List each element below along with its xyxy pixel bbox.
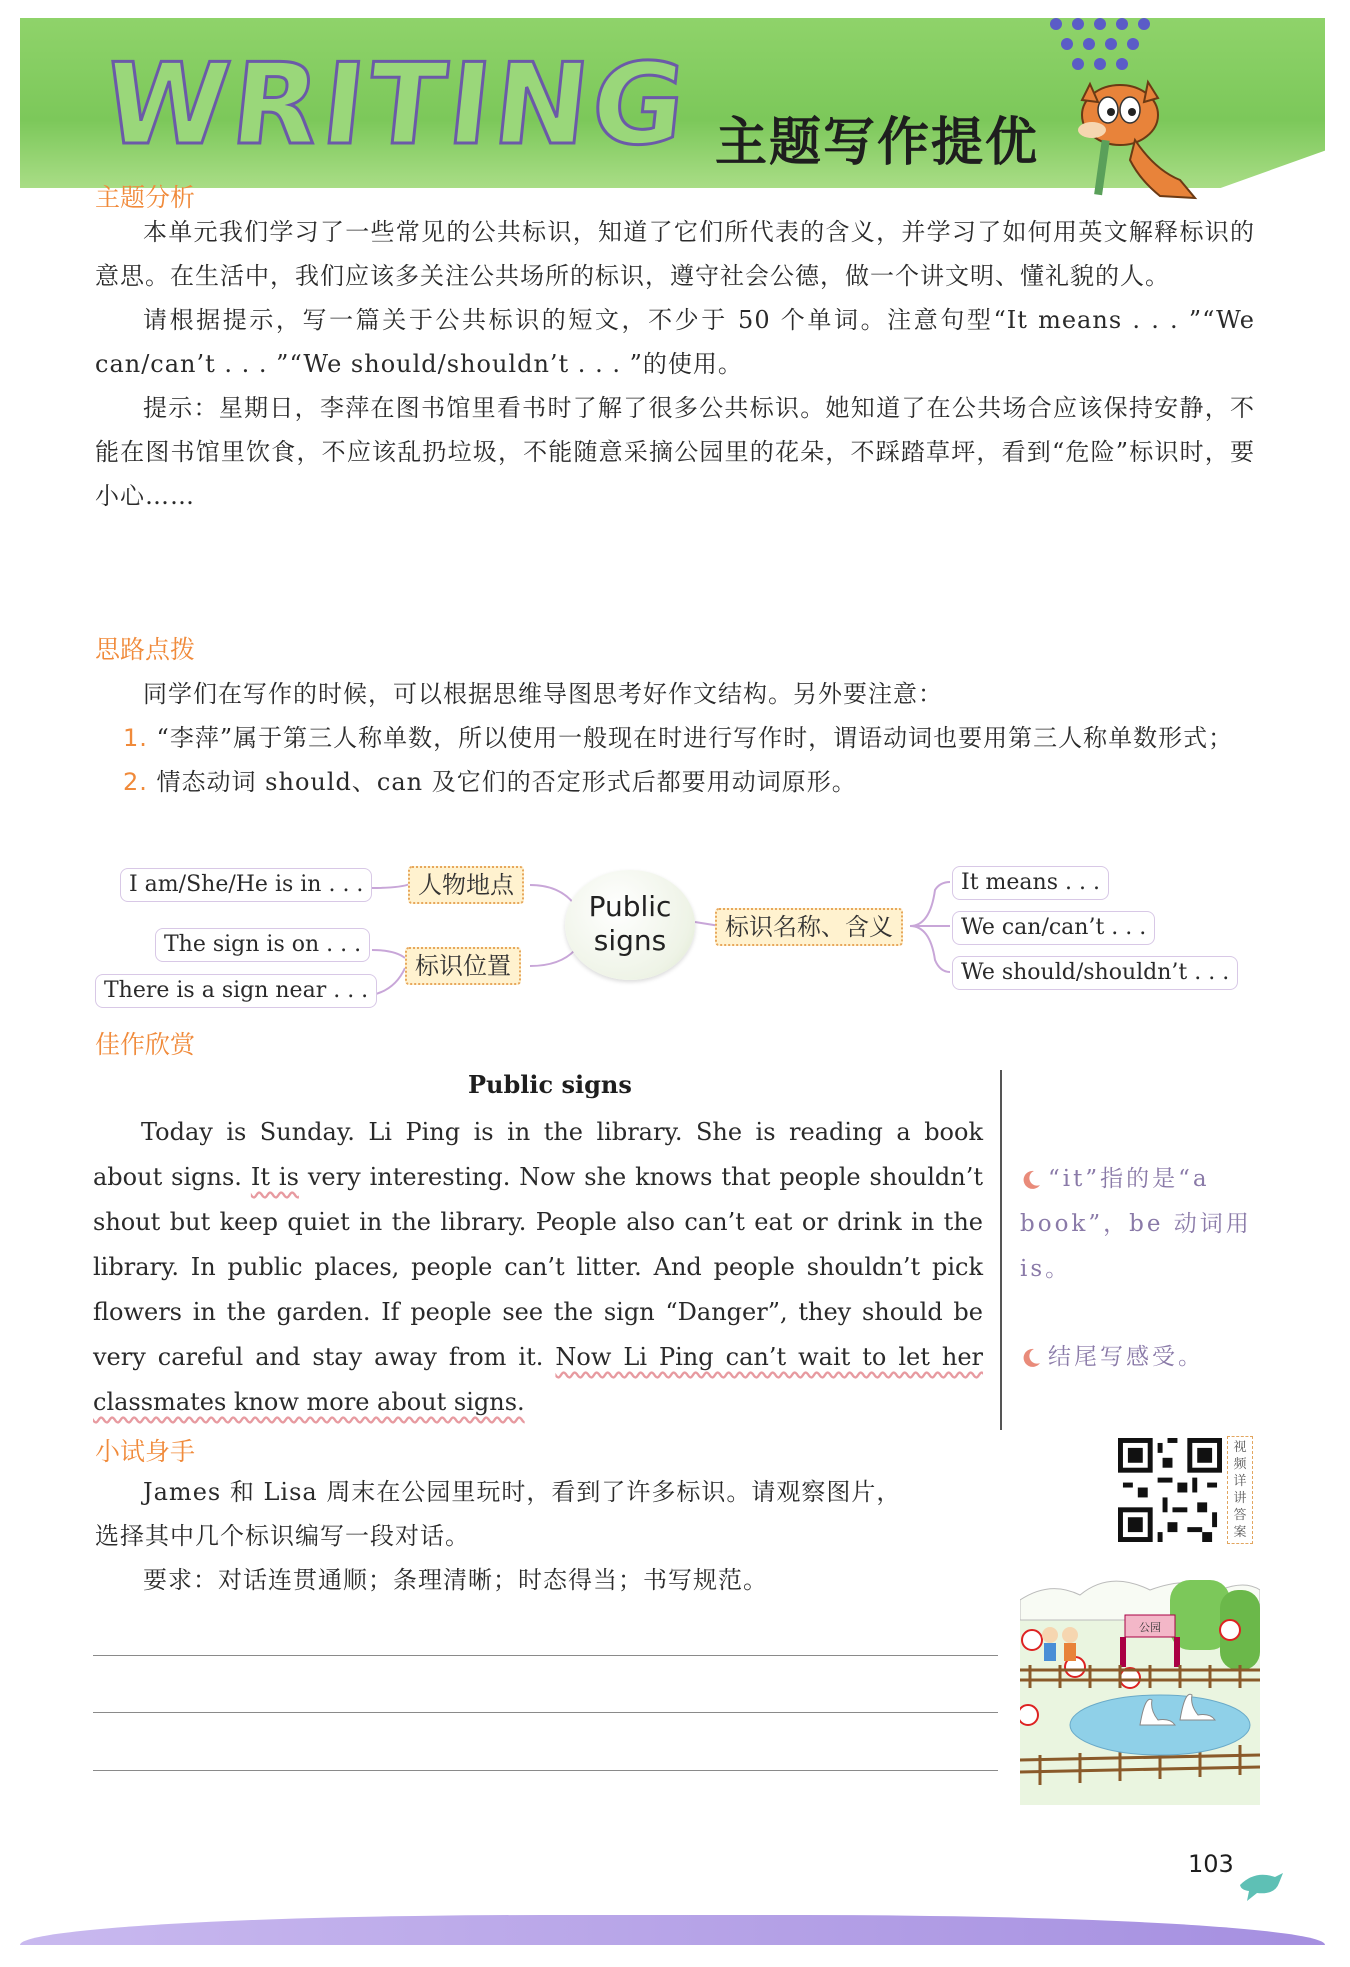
practice-line: 选择其中几个标识编写一段对话。 (95, 1522, 470, 1550)
section-heading-appreciation: 佳作欣赏 (95, 1030, 196, 1059)
essay-title: Public signs (468, 1070, 632, 1099)
cat-mascot-icon (1060, 70, 1210, 200)
analysis-paragraph: 本单元我们学习了一些常见的公共标识，知道了它们所代表的含义，并学习了如何用英文解释标识的意思。在生活中，我们应该多关注公共场所的标识，遵守社会公德，做一个讲文明、懂礼貌的人。 (95, 218, 1255, 290)
mindmap-box-should: We should/shouldn’t . . . (952, 956, 1238, 990)
mindmap-tag-sign-position: 标识位置 (405, 947, 521, 985)
essay-body (93, 1110, 983, 1425)
thinking-point (95, 760, 1255, 804)
essay-divider (1000, 1070, 1002, 1430)
margin-note (1020, 1157, 1260, 1292)
thinking-intro: 同学们在写作的时候，可以根据思维导图思考好作文结构。另外要注意： (143, 680, 943, 708)
mindmap-box-near: There is a sign near . . . (95, 974, 377, 1008)
moon-icon (1020, 1347, 1042, 1369)
mindmap-box-position: The sign is on . . . (155, 928, 370, 962)
mindmap-box-can: We can/can’t . . . (952, 911, 1155, 945)
park-sign-text: 公园 (1139, 1621, 1161, 1634)
note-text: “it”指的是“a book”，be 动词用 is。 (1020, 1166, 1252, 1282)
mindmap-center-line: Public (588, 890, 672, 923)
mindmap-center (565, 870, 695, 980)
essay-text: very interesting. Now she knows that people shouldn’t shout but keep quiet in the library. People also can’t eat or drink in the library. In public places, people can’t litter. And people shouldn’t pick flowers in the garden. If people see the sign “Danger”, they should be very careful and stay away from it. (93, 1163, 983, 1371)
page-title: 主题写作提优 (715, 113, 1040, 173)
essay-paragraph (93, 1110, 983, 1425)
mindmap-tag-sign-meaning: 标识名称、含义 (715, 908, 903, 946)
mindmap-box-means: It means . . . (952, 866, 1109, 900)
moon-icon (1020, 1169, 1042, 1191)
point-number: 2. (123, 768, 148, 796)
dolphin-icon (1235, 1865, 1285, 1905)
essay-underlined-text: Now Li Ping can’t wait to let her classmates know more about signs. (93, 1343, 984, 1416)
writing-line[interactable] (93, 1770, 998, 1771)
decorative-dots (1050, 18, 1160, 78)
mindmap-tag-person-place: 人物地点 (408, 866, 524, 904)
practice-text (95, 1470, 995, 1602)
practice-line: James 和 Lisa 周末在公园里玩时，看到了许多标识。请观察图片， (143, 1478, 902, 1506)
thinking-text (95, 672, 1255, 804)
footer-band (20, 1915, 1325, 1945)
park-illustration (1020, 1560, 1260, 1805)
mindmap-center-line: signs (593, 924, 667, 957)
page-number: 103 (1188, 1850, 1234, 1878)
practice-requirement: 要求：对话连贯通顺；条理清晰；时态得当；书写规范。 (143, 1566, 768, 1594)
analysis-paragraph: 提示：星期日，李萍在图书馆里看书时了解了很多公共标识。她知道了在公共场合应该保持安静，不能在图书馆里饮食，不应该乱扔垃圾，不能随意采摘公园里的花朵，不踩踏草坪，看到“危险”标识时，要小心…… (95, 394, 1255, 510)
essay-text: Today is Sunday. Li Ping is in the library. She is reading a book about signs. (93, 1118, 983, 1191)
analysis-paragraph: 请根据提示，写一篇关于公共标识的短文，不少于 50 个单词。注意句型“It means . . . ”“We can/can’t . . . ”“We should/shouldn’t . . . ”的使用。 (95, 306, 1255, 378)
point-text: 情态动词 should、can 及它们的否定形式后都要用动词原形。 (156, 768, 857, 796)
section-heading-analysis: 主题分析 (95, 183, 196, 212)
writing-word-art: WRITING (98, 40, 696, 170)
essay-underlined-text: It is (250, 1163, 299, 1191)
margin-note (1020, 1335, 1260, 1380)
note-text: 结尾写感受。 (1048, 1344, 1204, 1370)
analysis-text (95, 210, 1255, 518)
point-text: “李萍”属于第三人称单数，所以使用一般现在时进行写作时，谓语动词也要用第三人称单数形式； (156, 724, 1234, 752)
qr-code-icon[interactable] (1118, 1438, 1222, 1542)
writing-line[interactable] (93, 1655, 998, 1656)
point-number: 1. (123, 724, 148, 752)
section-heading-practice: 小试身手 (95, 1437, 196, 1466)
section-heading-thinking: 思路点拨 (95, 635, 196, 664)
thinking-point (95, 716, 1255, 760)
qr-label: 视频详讲答案 (1227, 1436, 1253, 1544)
writing-line[interactable] (93, 1712, 998, 1713)
mindmap-box-person: I am/She/He is in . . . (120, 868, 372, 902)
